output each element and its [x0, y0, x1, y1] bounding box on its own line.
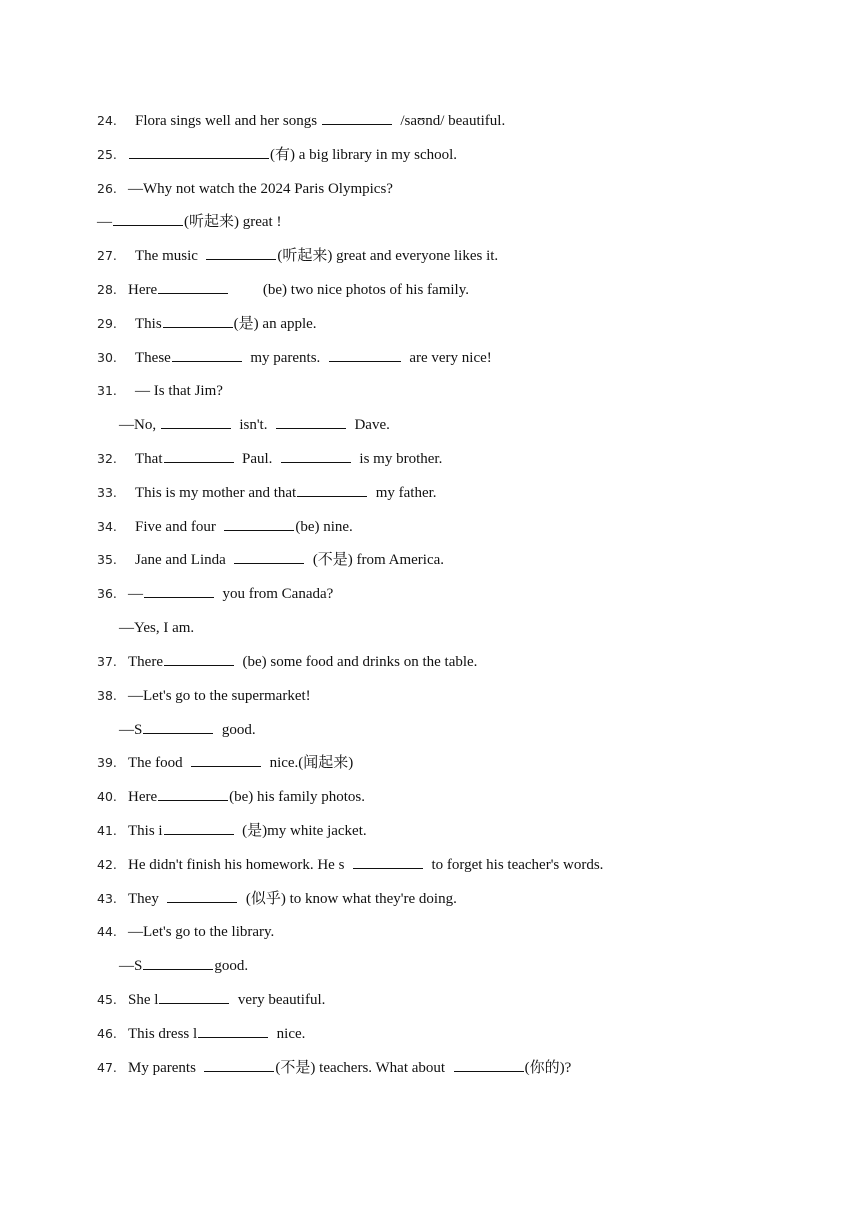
question-text: (是) an apple. — [233, 316, 317, 332]
question-number: 44. — [97, 924, 117, 939]
question-34 — [82, 494, 353, 535]
reply-text: good. — [214, 958, 249, 974]
answer-blank[interactable] — [454, 1057, 524, 1072]
question-43 — [82, 866, 457, 907]
question-text: Flora sings well and her songs — [135, 113, 318, 129]
question-31 — [82, 358, 223, 399]
question-text: (be) his family photos. — [229, 789, 365, 805]
question-text: nice.(闻起来) — [269, 755, 354, 771]
question-text: That — [135, 451, 163, 467]
question-text: (听起来) great and everyone likes it. — [277, 248, 499, 264]
question-text: (be) nine. — [295, 519, 353, 535]
question-27 — [82, 223, 499, 264]
question-text: (不是) from America. — [312, 552, 445, 568]
question-text: (be) two nice photos of his family. — [262, 282, 469, 298]
reply-text: Dave. — [354, 417, 390, 433]
reply-text: isn't. — [239, 417, 268, 433]
question-text: The food — [128, 755, 183, 771]
question-text: —Let's go to the library. — [128, 924, 275, 940]
question-text: My parents — [128, 1060, 196, 1076]
answer-blank[interactable] — [204, 1057, 274, 1072]
question-40 — [82, 764, 365, 805]
question-text: She l — [128, 992, 159, 1008]
question-number: 39. — [97, 755, 117, 770]
question-text: my parents. — [250, 350, 321, 366]
question-text: This is my mother and that — [135, 485, 297, 501]
question-24 — [82, 88, 506, 129]
question-text: /saʊnd/ beautiful. — [400, 113, 506, 129]
question-text: my father. — [375, 485, 437, 501]
question-29 — [82, 291, 317, 332]
question-text: you from Canada? — [222, 586, 334, 602]
question-text: There — [128, 654, 163, 670]
question-45 — [82, 967, 326, 1008]
question-text: (似乎) to know what they're doing. — [245, 891, 457, 907]
reply-text: —No, — [119, 417, 157, 433]
question-number: 25. — [97, 147, 117, 162]
question-text: (是)my white jacket. — [242, 823, 367, 839]
question-33 — [82, 460, 437, 501]
question-26 — [82, 156, 393, 197]
question-36 — [82, 561, 334, 602]
question-28 — [82, 257, 469, 298]
question-text: This i — [128, 823, 163, 839]
question-number: 34. — [97, 519, 117, 534]
question-number: 31. — [97, 383, 117, 398]
question-47 — [82, 1035, 572, 1076]
question-text: is my brother. — [359, 451, 443, 467]
question-text: (有) a big library in my school. — [270, 147, 458, 163]
reply-text: —S — [119, 722, 143, 738]
question-32 — [82, 426, 443, 467]
question-text: to forget his teacher's words. — [431, 857, 604, 873]
question-text: nice. — [276, 1026, 306, 1042]
question-number: 35. — [97, 552, 117, 567]
question-number: 43. — [97, 891, 117, 906]
question-text: (你的)? — [524, 1060, 572, 1076]
reply-text: (听起来) great ! — [184, 214, 282, 230]
question-text: They — [128, 891, 159, 907]
question-text: Here — [128, 789, 158, 805]
question-number: 28. — [97, 282, 117, 297]
question-42 — [82, 832, 604, 873]
question-text: This — [135, 316, 162, 332]
question-37 — [82, 629, 478, 670]
question-text: This dress l — [128, 1026, 198, 1042]
question-text: He didn't finish his homework. He s — [128, 857, 345, 873]
question-text: Jane and Linda — [135, 552, 226, 568]
question-number: 36. — [97, 586, 117, 601]
answer-blank[interactable] — [329, 347, 401, 362]
question-number: 45. — [97, 992, 117, 1007]
reply-text: —S — [119, 958, 143, 974]
question-text: Five and four — [135, 519, 216, 535]
question-number: 29. — [97, 316, 117, 331]
question-25 — [82, 122, 458, 163]
question-44-reply — [104, 933, 249, 974]
question-text: — Is that Jim? — [135, 383, 223, 399]
question-number: 27. — [97, 248, 117, 263]
question-30 — [82, 325, 492, 366]
reply-text: good. — [221, 722, 256, 738]
question-38-reply — [104, 697, 256, 738]
reply-text: —Yes, I am. — [119, 620, 195, 636]
question-number: 32. — [97, 451, 117, 466]
question-26-reply — [82, 189, 282, 230]
reply-text: — — [97, 214, 112, 230]
question-number: 41. — [97, 823, 117, 838]
question-number: 42. — [97, 857, 117, 872]
question-number: 24. — [97, 113, 117, 128]
question-number: 38. — [97, 688, 117, 703]
question-text: The music — [135, 248, 198, 264]
question-36-reply — [104, 595, 195, 636]
question-text: — — [128, 586, 143, 602]
question-number: 26. — [97, 181, 117, 196]
question-text: are very nice! — [409, 350, 492, 366]
question-text: These — [135, 350, 171, 366]
question-44 — [82, 899, 275, 940]
question-41 — [82, 798, 367, 839]
question-31-reply — [104, 392, 390, 433]
question-number: 37. — [97, 654, 117, 669]
question-text: —Why not watch the 2024 Paris Olympics? — [128, 181, 393, 197]
question-text: very beautiful. — [237, 992, 326, 1008]
question-39 — [82, 730, 354, 771]
question-number: 33. — [97, 485, 117, 500]
question-text: Here — [128, 282, 158, 298]
question-text: (不是) teachers. What about — [275, 1060, 446, 1076]
question-text: Paul. — [242, 451, 273, 467]
question-number: 47. — [97, 1060, 117, 1075]
question-35 — [82, 527, 445, 568]
question-number: 30. — [97, 350, 117, 365]
question-number: 40. — [97, 789, 117, 804]
question-46 — [82, 1001, 306, 1042]
question-number: 46. — [97, 1026, 117, 1041]
question-38 — [82, 663, 311, 704]
question-text: —Let's go to the supermarket! — [128, 688, 311, 704]
question-text: (be) some food and drinks on the table. — [242, 654, 478, 670]
